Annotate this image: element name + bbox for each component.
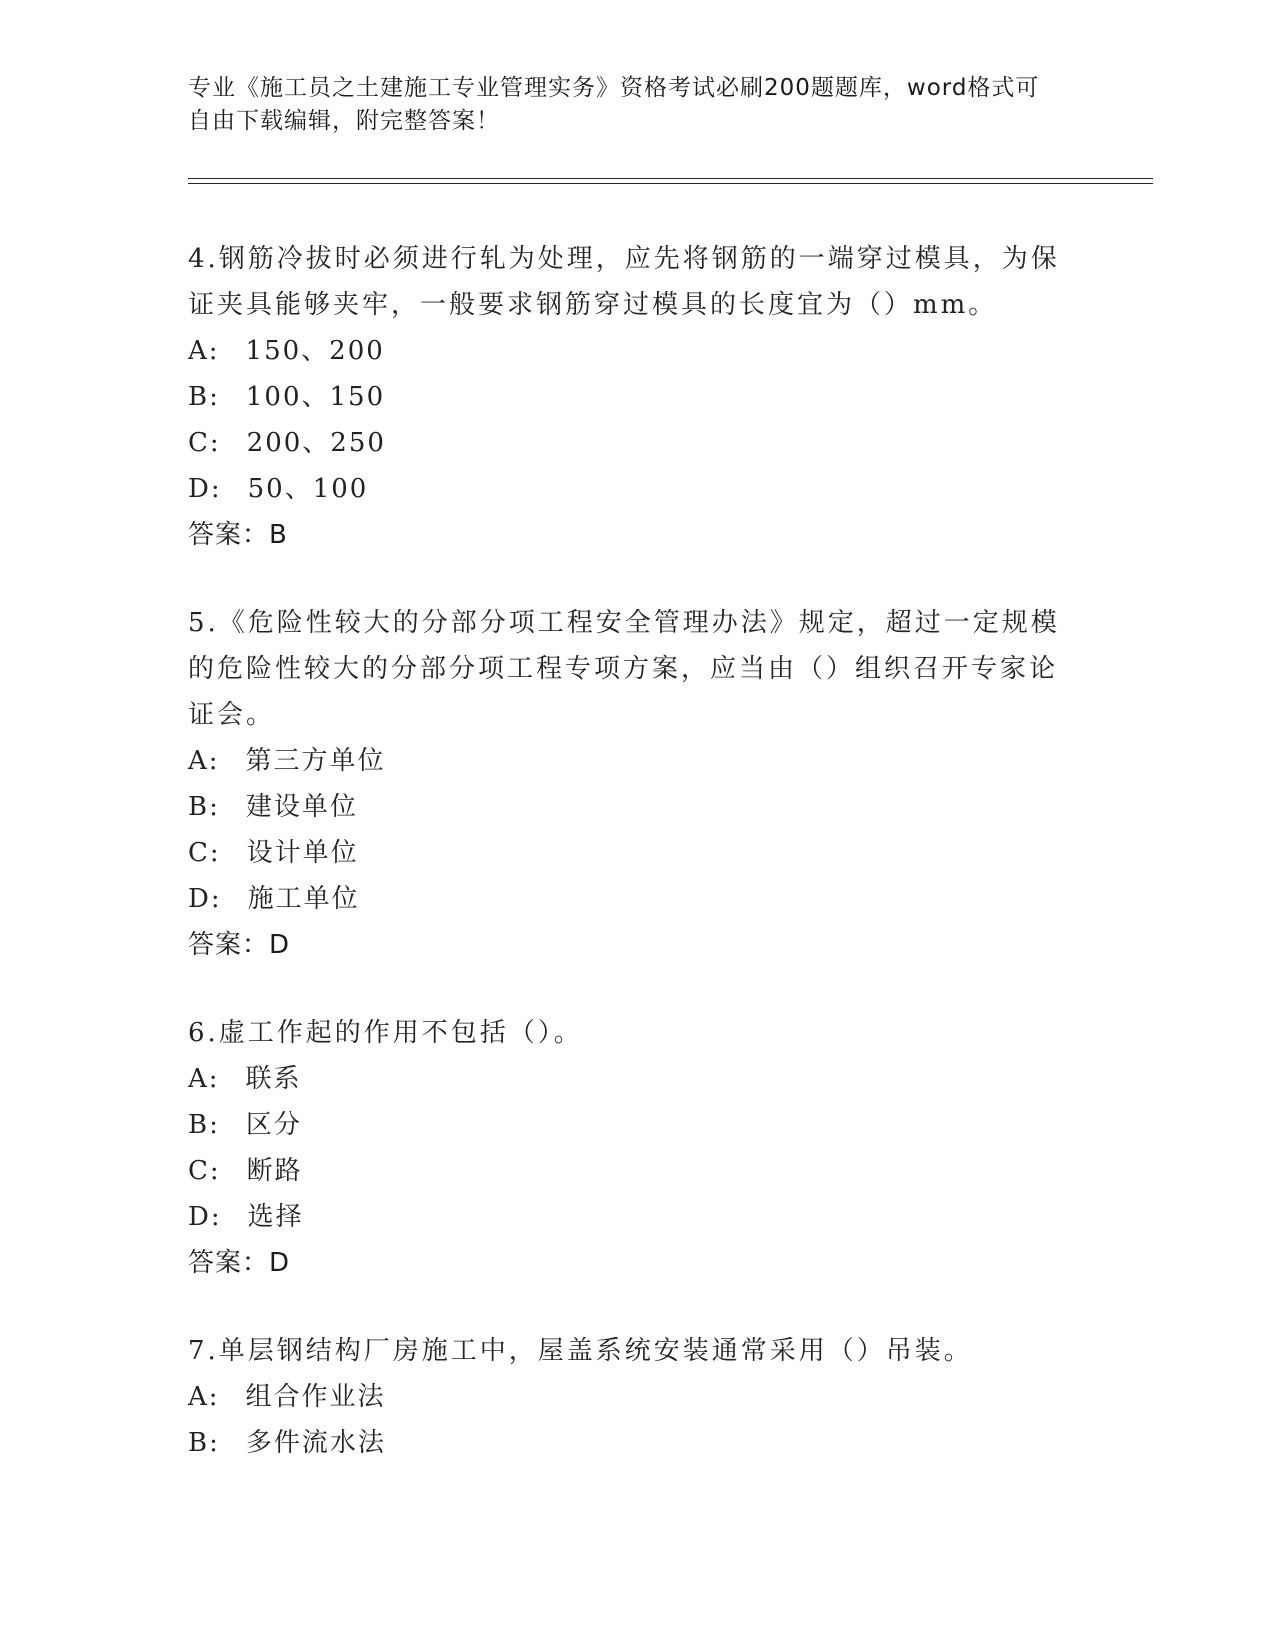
option-letter: D: <box>188 884 222 914</box>
option-letter: B: <box>188 1110 220 1140</box>
option-text: 第三方单位 <box>245 746 386 776</box>
option-d <box>188 466 1068 512</box>
option-letter: A: <box>188 336 220 366</box>
option-letter: A: <box>188 746 220 776</box>
option-letter: D: <box>188 1202 222 1232</box>
option-text: 150、200 <box>245 336 385 366</box>
option-text: 区分 <box>245 1110 302 1140</box>
option-letter: D: <box>188 474 222 504</box>
option-c <box>188 1148 1068 1194</box>
question-4 <box>188 236 1068 558</box>
question-6 <box>188 1010 1068 1286</box>
option-b <box>188 1102 1068 1148</box>
option-b <box>188 374 1068 420</box>
header-divider <box>188 178 1153 184</box>
option-text: 组合作业法 <box>245 1382 386 1412</box>
option-a <box>188 738 1068 784</box>
option-letter: C: <box>188 838 221 868</box>
option-a <box>188 328 1068 374</box>
option-letter: C: <box>188 1156 221 1186</box>
option-text: 100、150 <box>245 382 386 412</box>
option-letter: A: <box>188 1382 220 1412</box>
option-a <box>188 1374 1068 1420</box>
option-letter: A: <box>188 1064 220 1094</box>
page-header <box>188 72 1068 138</box>
question-7 <box>188 1328 1068 1466</box>
option-text: 施工单位 <box>247 884 360 914</box>
question-list <box>188 236 1068 1508</box>
question-text: 5.《危险性较大的分部分项工程安全管理办法》规定，超过一定规模的危险性较大的分部分项工程专项方案，应当由（）组织召开专家论证会。 <box>188 608 1060 730</box>
option-d <box>188 876 1068 922</box>
header-line-1: 专业《施工员之土建施工专业管理实务》资格考试必刷200题题库，word格式可 <box>188 75 1040 101</box>
option-text: 多件流水法 <box>245 1428 386 1458</box>
question-text: 4.钢筋冷拔时必须进行轧为处理，应先将钢筋的一端穿过模具，为保证夹具能够夹牢，一般要求钢筋穿过模具的长度宜为（）mm。 <box>188 244 1060 320</box>
option-a <box>188 1056 1068 1102</box>
option-text: 选择 <box>247 1202 304 1232</box>
answer-label: 答案：D <box>188 1248 291 1278</box>
option-text: 建设单位 <box>245 792 358 822</box>
option-c <box>188 830 1068 876</box>
option-letter: C: <box>188 428 221 458</box>
option-text: 设计单位 <box>246 838 359 868</box>
option-b <box>188 1420 1068 1466</box>
option-letter: B: <box>188 382 220 412</box>
option-c <box>188 420 1068 466</box>
option-d <box>188 1194 1068 1240</box>
answer-label: 答案：D <box>188 930 291 960</box>
question-5 <box>188 600 1068 968</box>
answer-label: 答案：B <box>188 520 288 550</box>
option-text: 200、250 <box>246 428 386 458</box>
header-line-2: 自由下载编辑，附完整答案！ <box>188 108 500 134</box>
option-text: 50、100 <box>247 474 369 504</box>
option-text: 断路 <box>246 1156 303 1186</box>
option-letter: B: <box>188 792 220 822</box>
option-letter: B: <box>188 1428 220 1458</box>
question-text: 7.单层钢结构厂房施工中，屋盖系统安装通常采用（）吊装。 <box>188 1336 973 1366</box>
option-b <box>188 784 1068 830</box>
option-text: 联系 <box>245 1064 302 1094</box>
question-text: 6.虚工作起的作用不包括（）。 <box>188 1018 583 1048</box>
